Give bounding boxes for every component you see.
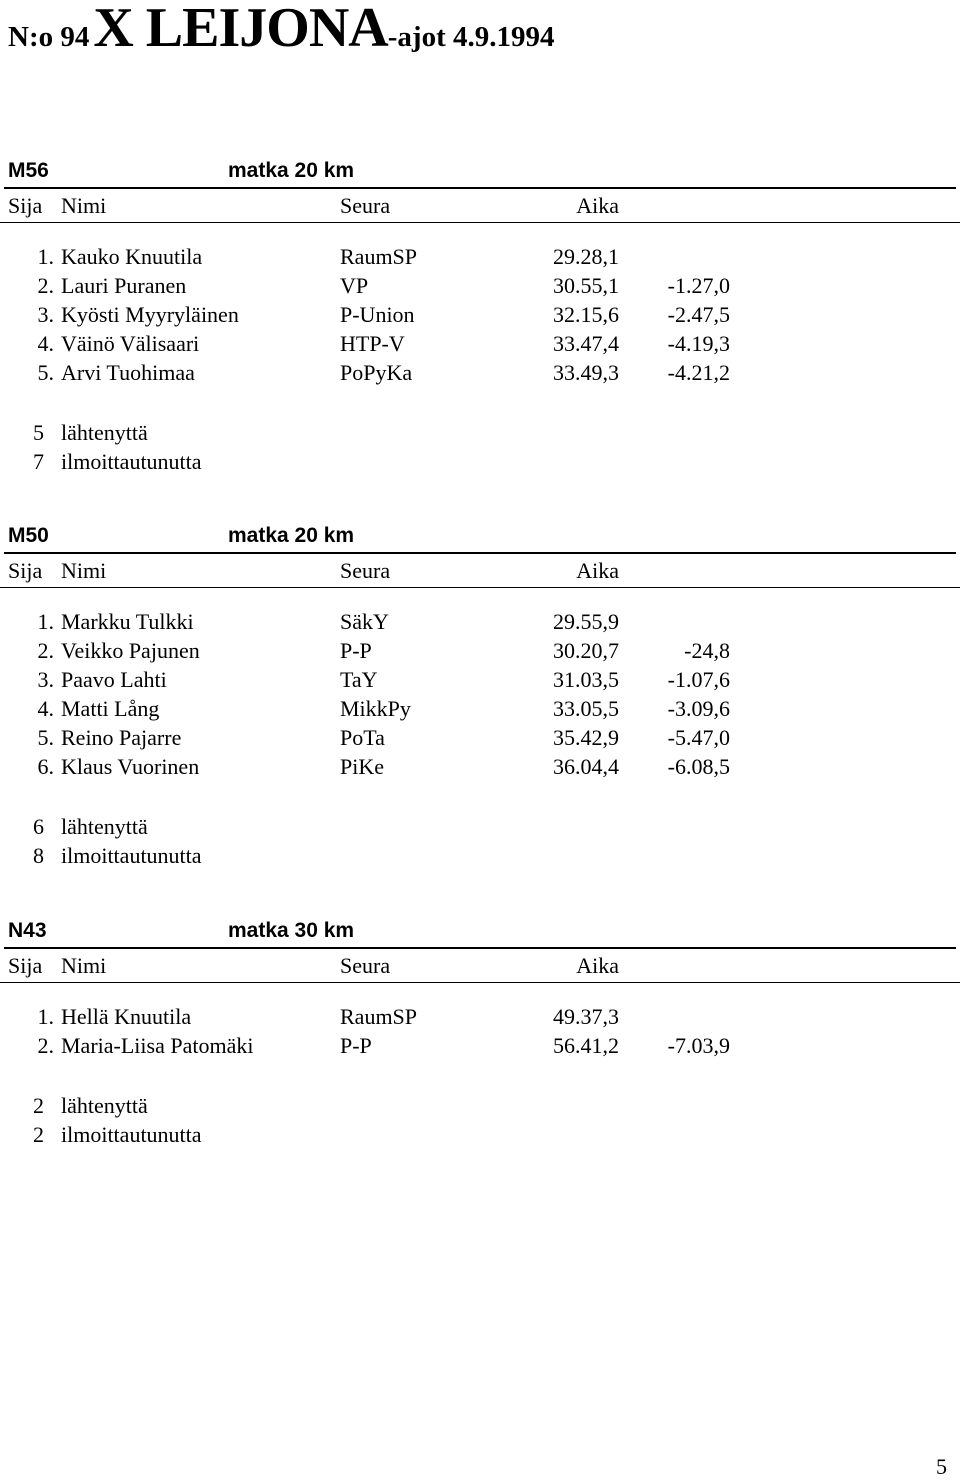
col-nimi: Nimi xyxy=(61,193,107,218)
registered-label: ilmoittautunutta xyxy=(61,843,202,868)
time: 33.47,4 xyxy=(553,331,619,356)
distance-label: matka 20 km xyxy=(228,159,355,182)
time: 31.03,5 xyxy=(553,667,619,692)
result-row xyxy=(0,271,960,300)
place: 3. xyxy=(37,667,54,692)
class-label: M56 xyxy=(8,159,49,182)
column-headers xyxy=(0,950,960,983)
result-row xyxy=(0,300,960,329)
time: 29.55,9 xyxy=(553,609,619,634)
club: TaY xyxy=(340,667,378,692)
competitor-name: Markku Tulkki xyxy=(61,609,194,634)
competitor-name: Matti Lång xyxy=(61,696,160,721)
col-aika: Aika xyxy=(576,193,619,218)
place: 6. xyxy=(37,754,54,779)
competitor-name: Arvi Tuohimaa xyxy=(61,360,195,385)
club: MikkPy xyxy=(340,696,411,721)
competitor-name: Paavo Lahti xyxy=(61,667,167,692)
col-sija: Sija xyxy=(8,953,43,978)
time-difference: -1.27,0 xyxy=(667,273,730,298)
competitor-name: Maria-Liisa Patomäki xyxy=(61,1033,254,1058)
section-header xyxy=(4,156,956,189)
distance-label: matka 30 km xyxy=(228,919,355,942)
time-difference: -1.07,6 xyxy=(667,667,730,692)
col-seura: Seura xyxy=(340,953,391,978)
place: 5. xyxy=(37,725,54,750)
page-title xyxy=(8,0,554,58)
place: 1. xyxy=(37,609,54,634)
issue-number: N:o 94 xyxy=(8,21,90,53)
result-row xyxy=(0,665,960,694)
competitor-name: Kyösti Myyryläinen xyxy=(61,302,239,327)
time-difference: -4.21,2 xyxy=(667,360,730,385)
time-difference: -3.09,6 xyxy=(667,696,730,721)
club: PoTa xyxy=(340,725,385,750)
place: 4. xyxy=(37,331,54,356)
competitor-name: Reino Pajarre xyxy=(61,725,182,750)
starters-label: lähtenyttä xyxy=(61,814,148,839)
club: RaumSP xyxy=(340,1004,418,1029)
club: PiKe xyxy=(340,754,384,779)
place: 1. xyxy=(37,244,54,269)
club: SäkY xyxy=(340,609,389,634)
page-number: 5 xyxy=(936,1454,947,1479)
column-headers xyxy=(0,190,960,223)
col-seura: Seura xyxy=(340,558,391,583)
result-row xyxy=(0,752,960,781)
distance-label: matka 20 km xyxy=(228,524,355,547)
time-difference: -2.47,5 xyxy=(667,302,730,327)
competitor-name: Klaus Vuorinen xyxy=(61,754,200,779)
registered-count: 7 xyxy=(33,449,44,474)
registered-count: 8 xyxy=(33,843,44,868)
place: 2. xyxy=(37,1033,54,1058)
result-row xyxy=(0,1002,960,1031)
time: 35.42,9 xyxy=(553,725,619,750)
class-label: N43 xyxy=(8,919,47,942)
result-row xyxy=(0,329,960,358)
club: RaumSP xyxy=(340,244,418,269)
result-row xyxy=(0,607,960,636)
time: 33.05,5 xyxy=(553,696,619,721)
registered-summary xyxy=(0,841,400,870)
starters-summary xyxy=(0,418,400,447)
event-date: -ajot 4.9.1994 xyxy=(387,21,555,53)
club: PoPyKa xyxy=(340,360,413,385)
time-difference: -6.08,5 xyxy=(667,754,730,779)
competitor-name: Lauri Puranen xyxy=(61,273,187,298)
place: 3. xyxy=(37,302,54,327)
time: 30.55,1 xyxy=(553,273,619,298)
registered-label: ilmoittautunutta xyxy=(61,1122,202,1147)
place: 1. xyxy=(37,1004,54,1029)
col-aika: Aika xyxy=(576,558,619,583)
class-label: M50 xyxy=(8,524,49,547)
club: P-Union xyxy=(340,302,415,327)
event-name: X LEIJONA xyxy=(93,0,388,59)
starters-count: 2 xyxy=(33,1093,44,1118)
place: 2. xyxy=(37,273,54,298)
club: HTP-V xyxy=(340,331,405,356)
col-aika: Aika xyxy=(576,953,619,978)
club: P-P xyxy=(340,638,372,663)
time: 56.41,2 xyxy=(553,1033,619,1058)
section-header xyxy=(4,916,956,949)
col-nimi: Nimi xyxy=(61,558,107,583)
time: 29.28,1 xyxy=(553,244,619,269)
result-row xyxy=(0,242,960,271)
col-sija: Sija xyxy=(8,558,43,583)
result-row xyxy=(0,723,960,752)
club: VP xyxy=(340,273,369,298)
col-nimi: Nimi xyxy=(61,953,107,978)
registered-summary xyxy=(0,1120,400,1149)
place: 4. xyxy=(37,696,54,721)
result-row xyxy=(0,358,960,387)
starters-label: lähtenyttä xyxy=(61,1093,148,1118)
starters-count: 5 xyxy=(33,420,44,445)
result-row xyxy=(0,636,960,665)
col-seura: Seura xyxy=(340,193,391,218)
starters-count: 6 xyxy=(33,814,44,839)
registered-label: ilmoittautunutta xyxy=(61,449,202,474)
time-difference: -5.47,0 xyxy=(667,725,730,750)
place: 5. xyxy=(37,360,54,385)
competitor-name: Kauko Knuutila xyxy=(61,244,203,269)
time-difference: -7.03,9 xyxy=(667,1033,730,1058)
place: 2. xyxy=(37,638,54,663)
registered-summary xyxy=(0,447,400,476)
registered-count: 2 xyxy=(33,1122,44,1147)
time: 33.49,3 xyxy=(553,360,619,385)
starters-summary xyxy=(0,812,400,841)
column-headers xyxy=(0,555,960,588)
result-row xyxy=(0,694,960,723)
section-header xyxy=(4,521,956,554)
result-row xyxy=(0,1031,960,1060)
starters-summary xyxy=(0,1091,400,1120)
time: 32.15,6 xyxy=(553,302,619,327)
time-difference: -4.19,3 xyxy=(667,331,730,356)
competitor-name: Hellä Knuutila xyxy=(61,1004,192,1029)
time-difference: -24,8 xyxy=(684,638,730,663)
time: 30.20,7 xyxy=(553,638,619,663)
competitor-name: Veikko Pajunen xyxy=(61,638,200,663)
col-sija: Sija xyxy=(8,193,43,218)
competitor-name: Väinö Välisaari xyxy=(61,331,200,356)
starters-label: lähtenyttä xyxy=(61,420,148,445)
time: 36.04,4 xyxy=(553,754,619,779)
club: P-P xyxy=(340,1033,372,1058)
time: 49.37,3 xyxy=(553,1004,619,1029)
